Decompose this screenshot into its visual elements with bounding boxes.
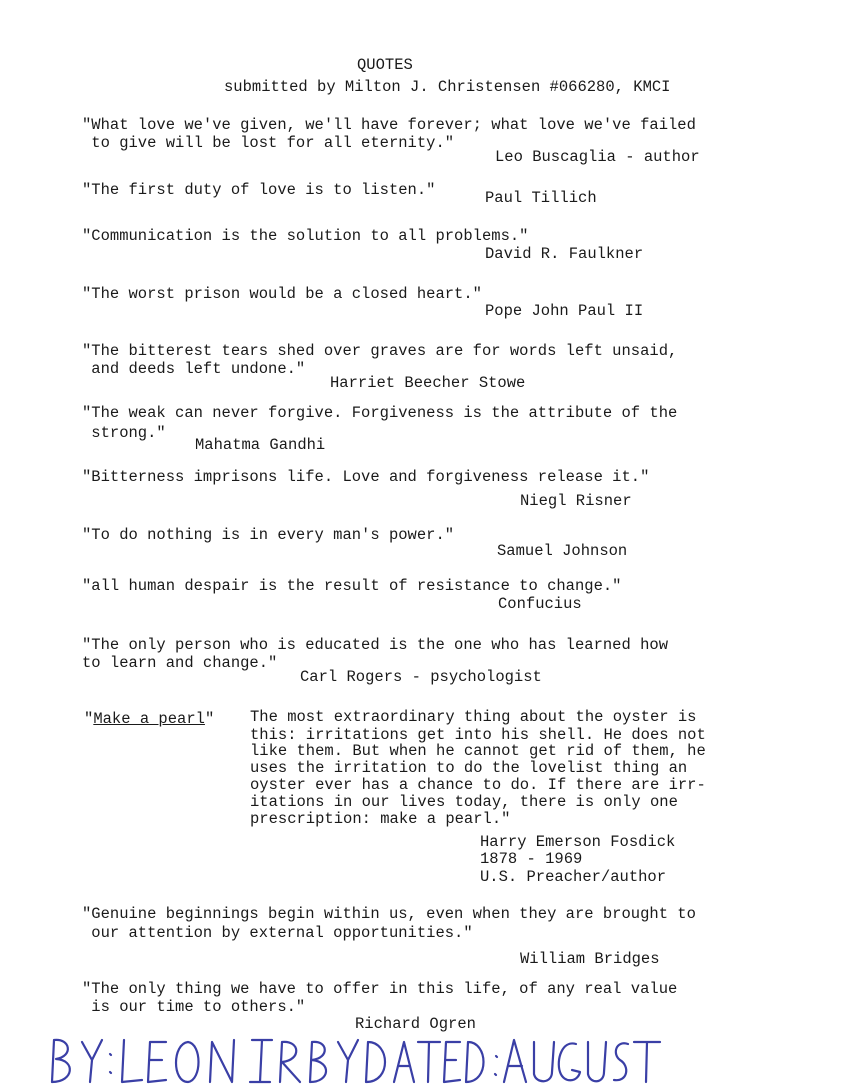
quote-text: to learn and change." <box>82 654 278 672</box>
pearl-label-text: Make a pearl <box>93 710 205 728</box>
quote-text: "What love we've given, we'll have forever; what love we've failed <box>82 116 696 134</box>
pearl-label <box>84 710 214 728</box>
quote-text: and deeds left undone." <box>82 360 306 378</box>
quote-author: David R. Faulkner <box>485 245 644 263</box>
page-title: QUOTES <box>357 56 413 74</box>
quote-text: "Bitterness imprisons life. Love and forgiveness release it." <box>82 468 650 486</box>
pearl-text: The most extraordinary thing about the oyster is <box>250 708 697 726</box>
quote-text: "The only person who is educated is the one who has learned how <box>82 636 668 654</box>
quote-author: Samuel Johnson <box>497 542 628 560</box>
quote-text: is our time to others." <box>82 998 306 1016</box>
pearl-text: oyster ever has a chance to do. If there are irr- <box>250 776 706 794</box>
handwritten-signature <box>48 1032 678 1088</box>
quote-text: "Genuine beginnings begin within us, even when they are brought to <box>82 905 696 923</box>
submitted-by-line: submitted by Milton J. Christensen #066280, KMCI <box>224 78 671 96</box>
quote-text: "The only thing we have to offer in this life, of any real value <box>82 980 678 998</box>
pearl-author: Harry Emerson Fosdick <box>480 833 676 851</box>
pearl-text: this: irritations get into his shell. He does not <box>250 726 706 744</box>
quote-text: "The bitterest tears shed over graves are for words left unsaid, <box>82 342 678 360</box>
pearl-text: prescription: make a pearl." <box>250 810 511 828</box>
quote-text: our attention by external opportunities." <box>82 924 473 942</box>
quote-text: "all human despair is the result of resistance to change." <box>82 577 622 595</box>
quote-author: Mahatma Gandhi <box>195 436 326 454</box>
quote-author: Leo Buscaglia - author <box>495 148 700 166</box>
quote-text: "Communication is the solution to all problems." <box>82 227 529 245</box>
quote-author: Pope John Paul II <box>485 302 644 320</box>
quote-text: "To do nothing is in every man's power." <box>82 526 455 544</box>
pearl-author-dates: 1878 - 1969 <box>480 850 583 868</box>
quote-author: Confucius <box>498 595 582 613</box>
quote-text: "The first duty of love is to listen." <box>82 181 436 199</box>
quote-author: Niegl Risner <box>520 492 632 510</box>
quote-text: strong." <box>82 424 166 442</box>
quote-author: Paul Tillich <box>485 189 597 207</box>
quote-author: Harriet Beecher Stowe <box>330 374 526 392</box>
pearl-text: itations in our lives today, there is only one <box>250 793 678 811</box>
quote-author: William Bridges <box>520 950 660 968</box>
close-quote: " <box>204 710 215 728</box>
pearl-text: like them. But when he cannot get rid of them, he <box>250 742 706 760</box>
quote-text: to give will be lost for all eternity." <box>82 134 455 152</box>
pearl-author-title: U.S. Preacher/author <box>480 868 667 886</box>
open-quote: " <box>84 710 94 728</box>
quote-author: Richard Ogren <box>355 1015 476 1033</box>
pearl-text: uses the irritation to do the lovelist thing an <box>250 759 688 777</box>
quote-text: "The worst prison would be a closed heart." <box>82 285 482 303</box>
quote-text: "The weak can never forgive. Forgiveness is the attribute of the <box>82 404 678 422</box>
quote-author: Carl Rogers - psychologist <box>300 668 542 686</box>
